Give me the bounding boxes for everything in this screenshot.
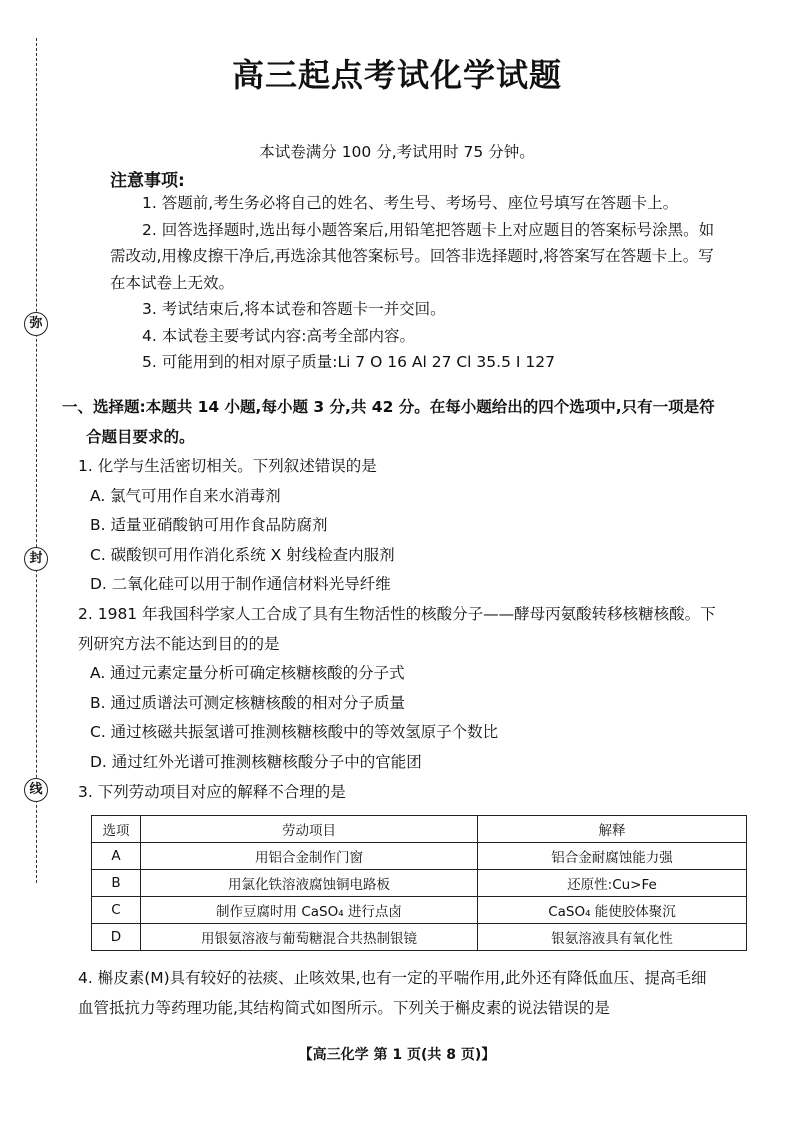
question-stem: 2. 1981 年我国科学家人工合成了具有生物活性的核酸分子——酵母丙氨酸转移核糖核酸。下 — [78, 605, 716, 623]
question-option: B. 通过质谱法可测定核糖核酸的相对分子质量 — [90, 693, 405, 712]
binding-mark-xian: 线 — [24, 778, 48, 802]
question-stem: 4. 槲皮素(M)具有较好的祛痰、止咳效果,也有一定的平喘作用,此外还有降低血压、提高毛细 — [78, 969, 707, 987]
notice-item: 2. 回答选择题时,选出每小题答案后,用铅笔把答题卡上对应题目的答案标号涂黑。如需改动,用橡皮擦干净后,再选涂其他答案标号。回答非选择题时,将答案写在答题卡上。写在本试卷上无效。 — [110, 220, 715, 292]
table-header-cell: 劳动项目 — [141, 816, 478, 843]
question-option: A. 通过元素定量分析可确定核糖核酸的分子式 — [90, 664, 405, 682]
binding-dashed-line — [36, 38, 37, 883]
notice-item: 4. 本试卷主要考试内容:高考全部内容。 — [142, 326, 415, 345]
table-cell: 银氨溶液具有氧化性 — [478, 924, 747, 951]
exam-subtitle: 本试卷满分 100 分,考试用时 75 分钟。 — [259, 143, 535, 161]
table-header-cell: 解释 — [478, 816, 747, 843]
exam-title: 高三起点考试化学试题 — [231, 56, 562, 94]
table-cell: A — [92, 843, 141, 870]
question-stem: 1. 化学与生活密切相关。下列叙述错误的是 — [78, 457, 377, 475]
question-1 — [78, 452, 748, 600]
table-cell: 用氯化铁溶液腐蚀铜电路板 — [141, 870, 478, 897]
notice-heading: 注意事项: — [110, 171, 185, 191]
table-row — [92, 870, 747, 897]
question-4 — [78, 964, 748, 1023]
binding-mark-mi: 弥 — [24, 312, 48, 336]
notice-item: 3. 考试结束后,将本试卷和答题卡一并交回。 — [142, 300, 446, 318]
section-heading-line2: 合题目要求的。 — [86, 428, 195, 446]
table-cell: 用银氨溶液与葡萄糖混合共热制银镜 — [141, 924, 478, 951]
question-2 — [78, 600, 748, 777]
question-option: C. 碳酸钡可用作消化系统 X 射线检查内服剂 — [90, 545, 395, 564]
table-row — [92, 843, 747, 870]
table-cell: D — [92, 924, 141, 951]
table-cell: 铝合金耐腐蚀能力强 — [478, 843, 747, 870]
section-heading-line1: 一、选择题:本题共 14 小题,每小题 3 分,共 42 分。在每小题给出的四个选项中,只有一项是符 — [62, 398, 715, 416]
question-option: B. 适量亚硝酸钠可用作食品防腐剂 — [90, 516, 328, 534]
question-option: C. 通过核磁共振氢谱可推测核糖核酸中的等效氢原子个数比 — [90, 723, 499, 741]
table-cell: C — [92, 897, 141, 924]
table-header-row — [92, 816, 747, 843]
question-stem-continued: 列研究方法不能达到目的的是 — [78, 634, 280, 653]
table-row — [92, 924, 747, 951]
question-stem-continued: 血管抵抗力等药理功能,其结构简式如图所示。下列关于槲皮素的说法错误的是 — [78, 998, 610, 1017]
labor-items-table — [91, 815, 747, 951]
table-cell: CaSO₄ 能使胶体聚沉 — [478, 897, 747, 924]
question-option: D. 二氧化硅可以用于制作通信材料光导纤维 — [90, 575, 391, 593]
table-cell: B — [92, 870, 141, 897]
question-option: D. 通过红外光谱可推测核糖核酸分子中的官能团 — [90, 752, 422, 771]
question-stem: 3. 下列劳动项目对应的解释不合理的是 — [78, 783, 346, 801]
binding-mark-feng: 封 — [24, 547, 48, 571]
question-3 — [78, 778, 748, 808]
notice-item: 5. 可能用到的相对原子质量:Li 7 O 16 Al 27 Cl 35.5 I 127 — [142, 353, 555, 371]
table-row — [92, 897, 747, 924]
notice-item: 1. 答题前,考生务必将自己的姓名、考生号、考场号、座位号填写在答题卡上。 — [142, 194, 679, 212]
table-cell: 还原性:Cu>Fe — [478, 870, 747, 897]
question-option: A. 氯气可用作自来水消毒剂 — [90, 486, 281, 505]
notice-list — [110, 190, 720, 376]
table-cell: 制作豆腐时用 CaSO₄ 进行点卤 — [141, 897, 478, 924]
page-footer: 【高三化学 第 1 页(共 8 页)】 — [298, 1047, 496, 1063]
table-header-cell: 选项 — [92, 816, 141, 843]
table-cell: 用铝合金制作门窗 — [141, 843, 478, 870]
section-heading — [62, 392, 742, 452]
